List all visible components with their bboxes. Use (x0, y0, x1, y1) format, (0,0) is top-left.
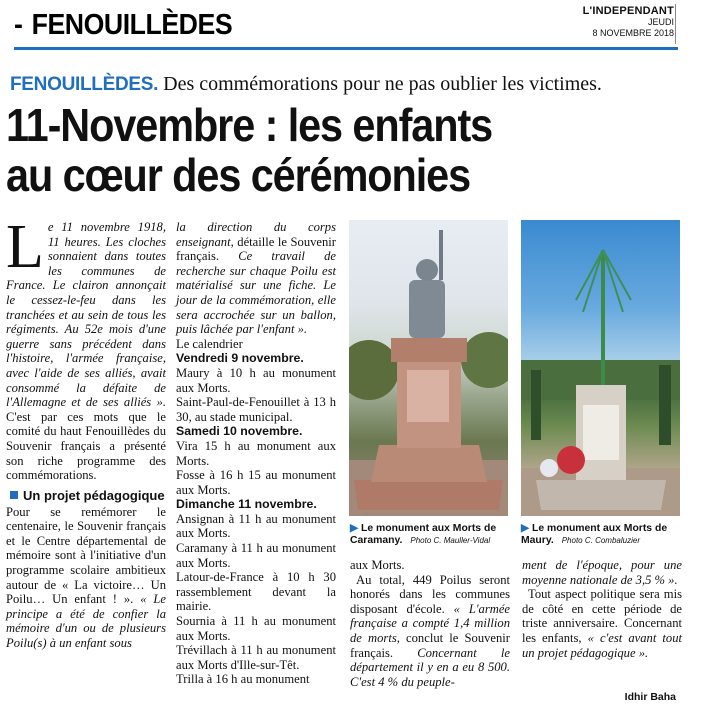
article-column-4 (522, 558, 682, 660)
byline: Idhir Baha (624, 691, 676, 703)
c2-quote-2: Ce travail de recherche sur chaque Poilu est matérialisé sur une fiche. Le jour de la commémoration, elle sera accrochée sur un ballon, puis lâchée par l'enfant ». (176, 249, 336, 337)
photo-credit: Photo C. Combaluzier (561, 535, 640, 545)
kicker-text: Des commémorations pour ne pas oublier les victimes. (163, 73, 602, 95)
c4-quote-2: « c'est avant tout un projet pédagogique ». (522, 630, 682, 660)
kicker-head: FENOUILLÈDES. (10, 74, 159, 95)
calendar-event: Trévillach à 11 h au monument aux Morts d'Ille-sur-Têt. (176, 643, 336, 672)
calendar-day-3: Dimanche 11 novembre. (176, 497, 317, 512)
section-title (14, 9, 232, 42)
paper-name: L'INDEPENDANT (582, 5, 674, 17)
subhead-square-icon (10, 491, 18, 499)
calendar-event: Saint-Paul-de-Fenouillet à 13 h 30, au stade municipal. (176, 395, 336, 424)
calendar-event: Latour-de-France à 10 h 30 rassemblement devant la mairie. (176, 570, 336, 614)
monument-illustration (349, 220, 508, 516)
c4-quote-1: ment de l'époque, pour une moyenne nationale de 3,5 % ». (522, 558, 682, 587)
subhead-text: Un projet pédagogique (23, 487, 165, 503)
c3-line-1: aux Morts. (350, 558, 405, 572)
calendar-day-2: Samedi 10 novembre. (176, 424, 303, 439)
photo-credit: Photo C. Mauller-Vidal (410, 535, 491, 545)
article-column-1 (6, 213, 167, 651)
calendar-event: Sournia à 11 h au monument aux Morts. (176, 614, 336, 643)
drop-cap: L (6, 213, 44, 281)
caption-marker-icon: ▶ (350, 523, 358, 534)
photo-monument-maury (521, 220, 680, 516)
intro-rest: C'est par ces mots que le comité du haut Fenouillèdes du Souvenir français a présenté son riche programme des commémorations. (6, 409, 166, 483)
photo-monument-caramany (349, 220, 508, 516)
calendar-event: Caramany à 11 h au monument aux Morts. (176, 541, 336, 570)
masthead-divider (675, 4, 676, 44)
calendar-label: Le calendrier (176, 336, 243, 351)
kicker (10, 73, 602, 96)
calendar-event: Maury à 10 h au monument aux Morts. (176, 365, 336, 395)
c3-quote-2: Concernant le département il y en a eu 8 500. C'est 4 % du peuple- (350, 645, 510, 689)
caption-text: Le monument aux Morts de Maury. (521, 523, 668, 546)
c2-quote-1: la direction du corps enseignant (176, 220, 336, 249)
subhead (6, 489, 166, 503)
paper-date: 8 NOVEMBRE 2018 (592, 28, 674, 38)
c3-plain-3: conclut le Souvenir français. (350, 630, 510, 660)
c2-plain-1: , détaille le Souvenir français. (176, 234, 336, 264)
headline-line-2: au cœur des cérémonies (6, 149, 471, 201)
section-dash: - (14, 9, 23, 41)
section-rule (14, 47, 678, 50)
p2-quote: « Le principe a été de confier la mémoire d'un ou de plusieurs Poilu(s) à un enfant sous (6, 592, 167, 651)
c3-quote-1: « L'armée française a compté 1,4 million de morts, (350, 601, 510, 645)
masthead (583, 6, 674, 39)
calendar-event: Ansignan à 11 h au monument aux Morts. (176, 511, 336, 541)
paper-day: JEUDI (647, 17, 674, 27)
photo-caption-1 (350, 523, 510, 546)
c3-paragraph (350, 573, 510, 690)
article-column-2 (176, 220, 336, 687)
article-column-3 (350, 558, 510, 689)
p2-plain: Pour se remémorer le centenaire, le Souvenir français et le Centre départemental de mémoire sont à l'initiative d'un programme scolaire ambitieux autour de « La victoire… Un Poilu… Un enfant ! ». (6, 504, 166, 607)
intro-quote: e 11 novembre 1918, 11 heures. Les cloches sonnaient dans toutes les communes de France. Le clairon annonçait le cessez-le-feu dans les tranchées et au sein de tous les régiments. Au 52e mois d'une guerre sans précédent dans l'histoire, l'armée française, avec l'aide de ses alliés, avait consommé la défaite de l'Allemagne et de ses alliés ». (6, 220, 166, 410)
calendar-event: Vira 15 h au monument aux Morts. (176, 438, 336, 468)
caption-text: Le monument aux Morts de Caramany. (350, 523, 497, 546)
photo-caption-2 (521, 523, 683, 546)
calendar-event: Trilla à 16 h au monument (176, 672, 310, 687)
paragraph-2 (6, 505, 166, 651)
caption-marker-icon: ▶ (521, 523, 529, 534)
section-name: FENOUILLÈDES (31, 9, 233, 41)
calendar-day-1: Vendredi 9 novembre. (176, 351, 304, 366)
c3-plain-2: Au total, 449 Poilus seront honorés dans les communes disposant d'école. (350, 572, 510, 616)
c4-plain-1: Tout aspect politique sera mis de côté en cette période de triste anniversaire. Concernant les enfants, (522, 587, 682, 645)
monument-illustration (521, 220, 680, 516)
calendar-event: Fosse à 16 h 15 au monument aux Morts. (176, 468, 336, 497)
headline-line-1: 11-Novembre : les enfants (6, 99, 493, 151)
c4-paragraph (522, 587, 682, 660)
headline (6, 100, 654, 200)
